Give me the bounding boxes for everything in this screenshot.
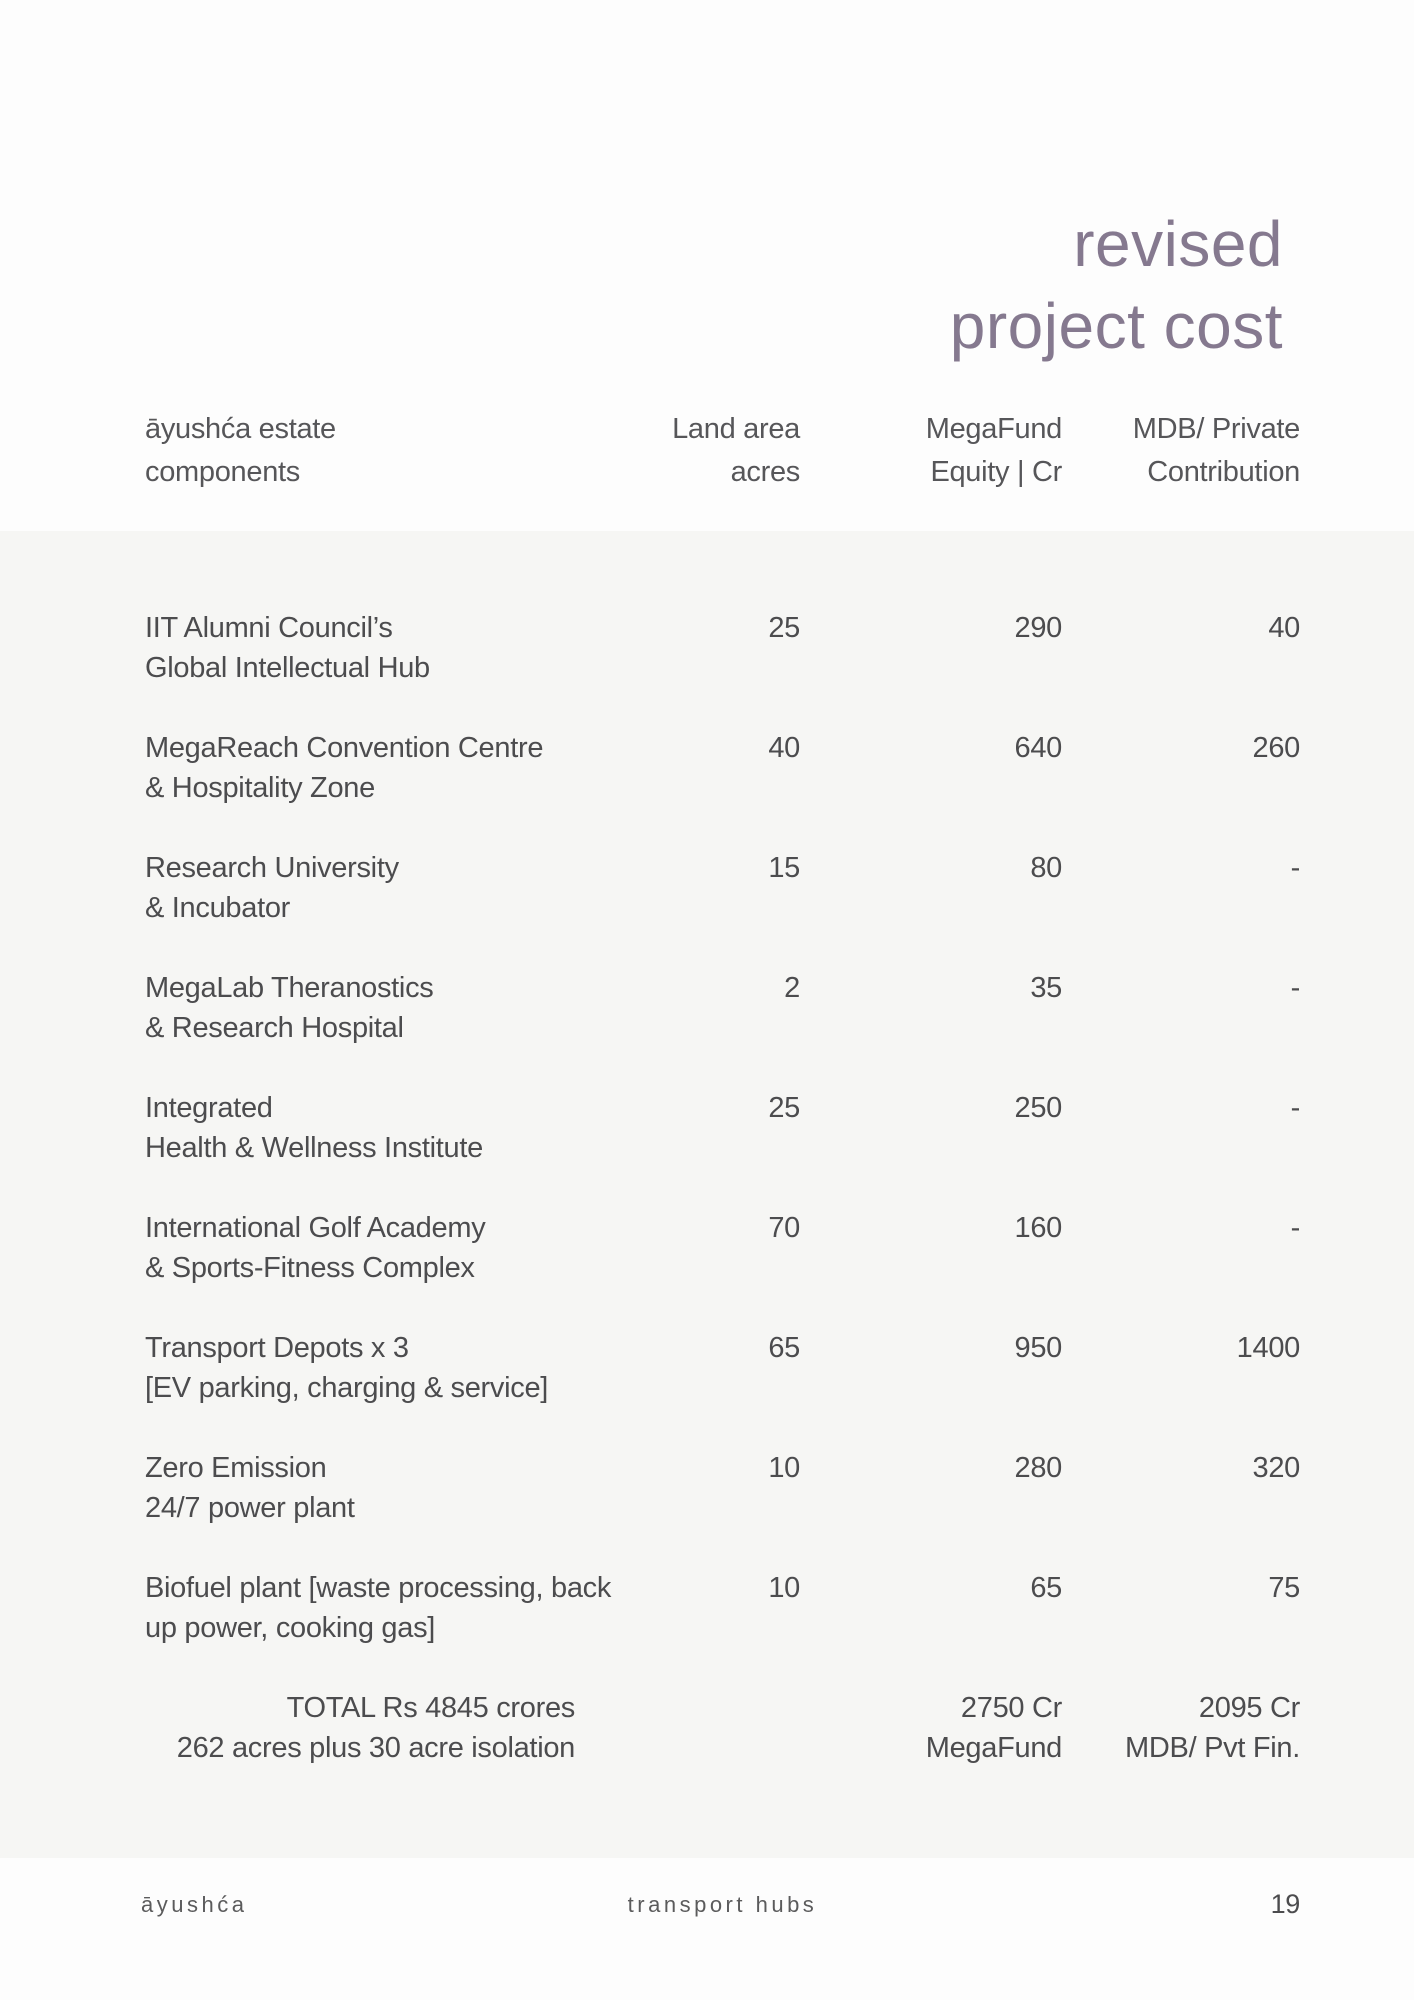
row-megafund-equity-value: 160 <box>1014 1212 1062 1244</box>
row-mdb-private-value: 260 <box>1252 732 1300 764</box>
row-land-area-value: 70 <box>768 1212 800 1244</box>
row-land-area-value: 65 <box>768 1332 800 1364</box>
row-land-area-value: 25 <box>768 612 800 644</box>
column-header-mdb-private <box>1062 408 1300 494</box>
column-header-megafund-equity <box>800 408 1062 494</box>
footer-brand: āyushća <box>141 1892 248 1917</box>
total-equity-cell <box>800 1688 1062 1768</box>
row-mdb-private-value: 1400 <box>1236 1332 1300 1364</box>
row-mdb-private-value: 320 <box>1252 1452 1300 1484</box>
row-component-line1: Research University <box>145 852 399 884</box>
row-land-area-value: 40 <box>768 732 800 764</box>
table-body <box>145 608 1300 1768</box>
row-land-area-value: 25 <box>768 1092 800 1124</box>
row-mdb-private-value: 75 <box>1268 1572 1300 1604</box>
row-component-line2: & Sports-Fitness Complex <box>145 1252 475 1284</box>
page-title-line2: project cost <box>949 290 1283 362</box>
table-row <box>145 968 1300 1048</box>
table-total-row <box>145 1688 1300 1768</box>
row-megafund-equity-value: 35 <box>1030 972 1062 1004</box>
row-mdb-private-value: 40 <box>1268 612 1300 644</box>
total-land-cell <box>665 1688 800 1768</box>
row-component-line1: International Golf Academy <box>145 1212 486 1244</box>
table-row <box>145 1208 1300 1288</box>
column-header-mdb-line1: MDB/ Private <box>1132 413 1300 445</box>
column-header-components-line1: āyushća estate <box>145 413 336 445</box>
row-megafund-equity-value: 80 <box>1030 852 1062 884</box>
row-component-line2: Global Intellectual Hub <box>145 652 430 684</box>
row-component-line2: Health & Wellness Institute <box>145 1132 483 1164</box>
column-header-components-line2: components <box>145 456 300 488</box>
table-row <box>145 1568 1300 1648</box>
row-component-line1: IIT Alumni Council’s <box>145 612 393 644</box>
total-label-cell <box>145 1688 665 1768</box>
row-megafund-equity-value: 280 <box>1014 1452 1062 1484</box>
row-land-area-value: 10 <box>768 1572 800 1604</box>
row-megafund-equity-value: 950 <box>1014 1332 1062 1364</box>
total-equity-line1: 2750 Cr <box>960 1692 1062 1724</box>
total-label-line2: 262 acres plus 30 acre isolation <box>176 1732 575 1764</box>
column-header-land-area <box>665 408 800 494</box>
row-mdb-private-value: - <box>1290 1092 1300 1124</box>
table-row <box>145 1088 1300 1168</box>
row-component-cell <box>145 1568 665 1648</box>
footer-page-number: 19 <box>1270 1889 1300 1919</box>
row-component-cell <box>145 728 665 808</box>
row-component-line2: 24/7 power plant <box>145 1492 355 1524</box>
row-component-line2: & Incubator <box>145 892 291 924</box>
footer-section-label: transport hubs <box>627 1892 818 1917</box>
row-component-line2: up power, cooking gas] <box>145 1612 436 1644</box>
table-row <box>145 608 1300 688</box>
row-megafund-equity-value: 640 <box>1014 732 1062 764</box>
row-mdb-private-value: - <box>1290 852 1300 884</box>
column-header-land-line1: Land area <box>672 413 800 445</box>
total-mdb-cell <box>1062 1688 1300 1768</box>
table-column-headers <box>145 408 1300 494</box>
table-row <box>145 1328 1300 1408</box>
column-header-equity-line2: Equity | Cr <box>930 456 1062 488</box>
table-row <box>145 1448 1300 1528</box>
row-component-line2: & Research Hospital <box>145 1012 404 1044</box>
row-component-cell <box>145 608 665 688</box>
row-component-line2: & Hospitality Zone <box>145 772 375 804</box>
row-megafund-equity-value: 65 <box>1030 1572 1062 1604</box>
row-land-area-value: 15 <box>768 852 800 884</box>
total-equity-line2: MegaFund <box>925 1732 1062 1764</box>
row-component-line1: MegaLab Theranostics <box>145 972 434 1004</box>
row-component-line1: Transport Depots x 3 <box>145 1332 409 1364</box>
row-megafund-equity-value: 250 <box>1014 1092 1062 1124</box>
column-header-mdb-line2: Contribution <box>1147 456 1300 488</box>
row-component-line1: Integrated <box>145 1092 273 1124</box>
column-header-equity-line1: MegaFund <box>925 413 1062 445</box>
column-header-components <box>145 408 665 494</box>
total-label-line1: TOTAL Rs 4845 crores <box>286 1692 575 1724</box>
page-title <box>950 203 1283 367</box>
row-mdb-private-value: - <box>1290 972 1300 1004</box>
row-land-area-value: 2 <box>784 972 800 1004</box>
row-mdb-private-value: - <box>1290 1212 1300 1244</box>
row-component-line2: [EV parking, charging & service] <box>145 1372 549 1404</box>
page-title-line1: revised <box>1073 208 1283 280</box>
row-component-line1: Biofuel plant [waste processing, back <box>145 1572 612 1604</box>
row-component-cell <box>145 1448 665 1528</box>
table-row <box>145 728 1300 808</box>
table-row <box>145 848 1300 928</box>
total-label-box <box>145 1688 575 1768</box>
row-component-cell <box>145 968 665 1048</box>
column-header-land-line2: acres <box>730 456 800 488</box>
total-mdb-line2: MDB/ Pvt Fin. <box>1125 1732 1300 1764</box>
row-land-area-value: 10 <box>768 1452 800 1484</box>
row-component-cell <box>145 1208 665 1288</box>
row-component-cell <box>145 1088 665 1168</box>
row-megafund-equity-value: 290 <box>1014 612 1062 644</box>
table-rows <box>145 608 1300 1648</box>
row-component-cell <box>145 1328 665 1408</box>
total-mdb-line1: 2095 Cr <box>1198 1692 1300 1724</box>
row-component-cell <box>145 848 665 928</box>
row-component-line1: Zero Emission <box>145 1452 327 1484</box>
row-component-line1: MegaReach Convention Centre <box>145 732 544 764</box>
